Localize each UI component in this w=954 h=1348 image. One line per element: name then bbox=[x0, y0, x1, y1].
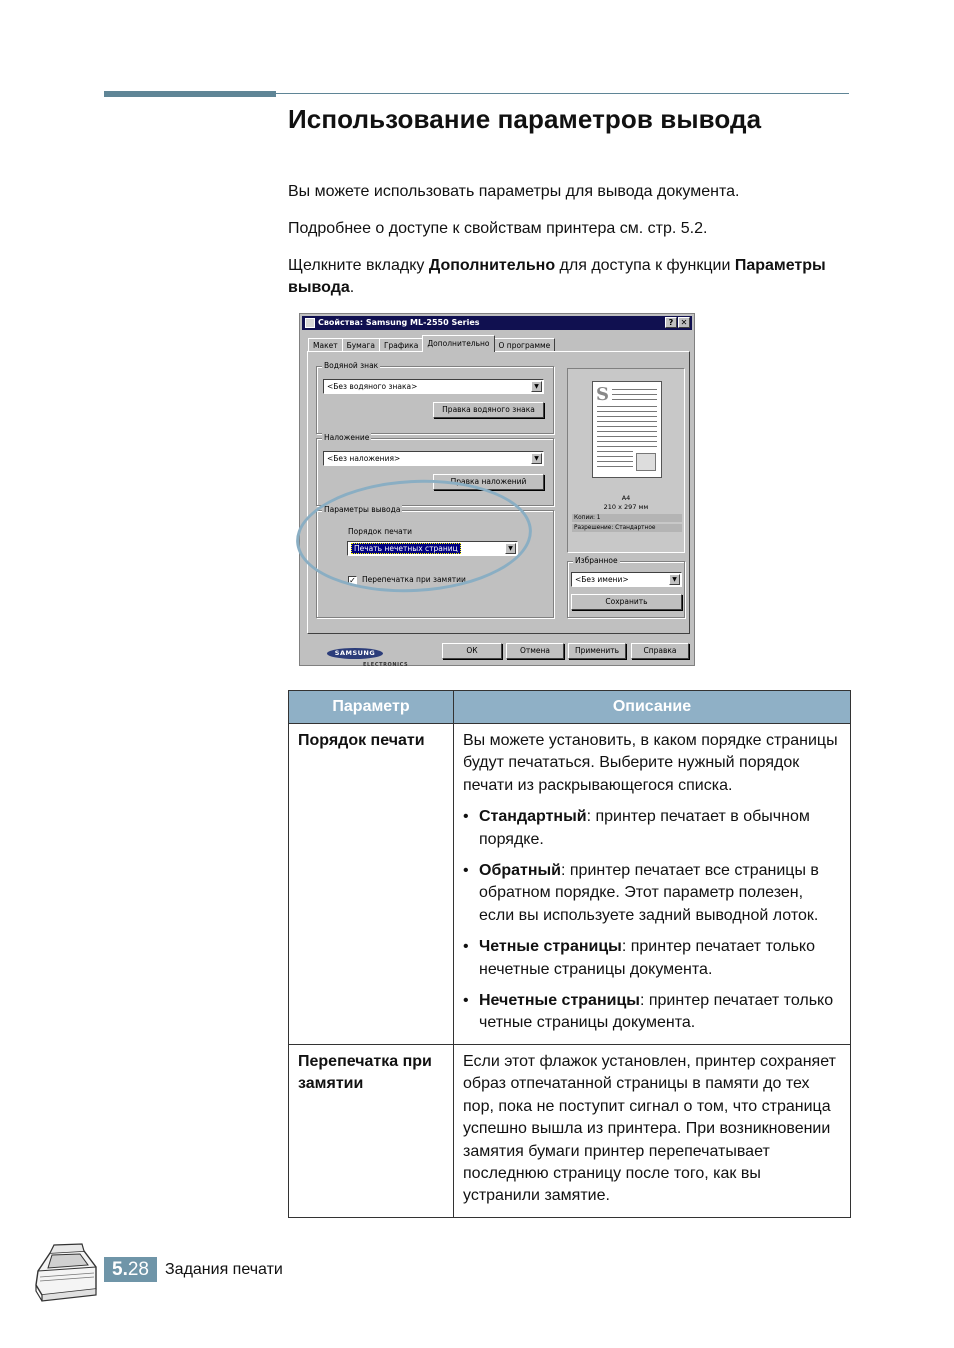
cancel-button[interactable]: Отмена bbox=[506, 643, 564, 659]
apply-button[interactable]: Применить bbox=[568, 643, 626, 659]
intro-text: . bbox=[349, 279, 355, 296]
preview-overlay-icon bbox=[636, 453, 656, 471]
bullet-text bbox=[479, 806, 841, 851]
favorites-select[interactable] bbox=[571, 572, 682, 587]
printer-app-icon bbox=[305, 318, 315, 328]
tab-layout[interactable]: Макет bbox=[308, 338, 343, 352]
reprint-jam-checkbox[interactable]: ✓ bbox=[349, 576, 356, 585]
page-preview bbox=[567, 368, 685, 553]
overlay-select[interactable] bbox=[323, 451, 544, 466]
bullet-item bbox=[463, 806, 841, 851]
intro-paragraph-3 bbox=[288, 255, 848, 299]
close-title-button[interactable]: ✕ bbox=[678, 317, 690, 328]
preview-line bbox=[597, 426, 657, 427]
bullet-text bbox=[479, 936, 841, 981]
bullet-body: : принтер печатает в обычном порядке. bbox=[479, 808, 810, 848]
watermark-group bbox=[316, 361, 554, 434]
bullet-text bbox=[479, 860, 841, 927]
intro-feature-name: Параметры вывода bbox=[288, 257, 826, 296]
parameter-name: Порядок печати bbox=[289, 724, 454, 1045]
output-options-group bbox=[316, 505, 554, 618]
print-order-select[interactable] bbox=[347, 541, 518, 556]
preview-line bbox=[612, 399, 657, 400]
print-order-label: Порядок печати bbox=[348, 527, 412, 536]
tab-paper[interactable]: Бумага bbox=[342, 338, 380, 352]
dialog-titlebar bbox=[302, 316, 692, 330]
header-rule-thick bbox=[104, 91, 276, 97]
preview-glyph: S bbox=[596, 384, 609, 405]
tab-about[interactable]: О программе bbox=[494, 338, 556, 352]
header-rule-thin bbox=[276, 93, 849, 94]
bullet-body: : принтер печатает все страницы в обратном порядке. Этот параметр полезен, если вы используете задний выводной лоток. bbox=[479, 862, 819, 924]
chevron-down-icon: ▼ bbox=[669, 574, 680, 585]
preview-line bbox=[612, 394, 657, 395]
bullet-icon: • bbox=[463, 938, 469, 956]
page-number-badge bbox=[104, 1257, 157, 1282]
favorites-select-value: <Без имени> bbox=[575, 575, 629, 584]
print-order-select-value: Печать нечетных страниц bbox=[351, 543, 461, 554]
bullet-term: Обратный bbox=[479, 862, 561, 880]
intro-tab-name: Дополнительно bbox=[428, 257, 556, 274]
preview-resolution: Разрешение: Стандартное bbox=[572, 524, 682, 532]
preview-line bbox=[597, 431, 657, 432]
ok-button[interactable]: ОК bbox=[442, 643, 502, 659]
preview-line bbox=[597, 461, 633, 462]
bullet-item bbox=[463, 936, 841, 981]
page-chapter-number: 5. bbox=[112, 1259, 128, 1280]
help-button[interactable]: Справка bbox=[631, 643, 689, 659]
bullet-text bbox=[479, 990, 841, 1035]
preview-line bbox=[597, 406, 657, 407]
description-text: Вы можете установить, в каком порядке страницы будут печататься. Выберите нужный порядок печати из раскрывающегося списка. bbox=[463, 732, 838, 794]
chevron-down-icon: ▼ bbox=[505, 543, 516, 554]
column-header-description: Описание bbox=[454, 691, 851, 724]
preview-line bbox=[597, 436, 657, 437]
bullet-item bbox=[463, 990, 841, 1035]
column-header-parameter: Параметр bbox=[289, 691, 454, 724]
bullet-icon: • bbox=[463, 862, 469, 880]
page-number: 28 bbox=[127, 1259, 149, 1280]
preview-paper-name: A4 bbox=[621, 494, 631, 502]
dialog-title: Свойства: Samsung ML-2550 Series bbox=[318, 318, 480, 327]
preview-line bbox=[597, 421, 657, 422]
bullet-term: Четные страницы bbox=[479, 938, 622, 956]
overlay-group bbox=[316, 433, 554, 506]
table-row bbox=[289, 724, 851, 1045]
edit-watermark-button[interactable]: Правка водяного знака bbox=[433, 402, 544, 418]
intro-text: Щелкните вкладку bbox=[288, 257, 429, 274]
preview-copies: Копии: 1 bbox=[572, 514, 682, 522]
preview-line bbox=[597, 446, 657, 447]
watermark-select-value: <Без водяного знака> bbox=[327, 382, 418, 391]
output-options-group-label: Параметры вывода bbox=[324, 505, 401, 514]
samsung-logo: SAMSUNG bbox=[327, 648, 383, 659]
parameter-description bbox=[454, 724, 851, 1045]
preview-paper-size: 210 x 297 мм bbox=[603, 503, 649, 511]
preview-line bbox=[597, 441, 657, 442]
printer-icon bbox=[32, 1241, 104, 1305]
tab-graphics[interactable]: Графика bbox=[379, 338, 423, 352]
chevron-down-icon: ▼ bbox=[531, 381, 542, 392]
parameter-description: Если этот флажок установлен, принтер сохраняет образ отпечатанной страницы в памяти до тех пор, пока не поступит сигнал о том, что страница успешно вышла из принтера. При возникновении замятия бумаги принтер перепечатывает последнюю страницу после того, как вы устранили замятие. bbox=[454, 1044, 851, 1217]
preview-line bbox=[597, 411, 657, 412]
edit-overlay-button[interactable]: Правка наложений bbox=[433, 474, 544, 490]
reprint-jam-label: Перепечатка при замятии bbox=[362, 575, 466, 584]
bullet-icon: • bbox=[463, 992, 469, 1010]
watermark-select[interactable] bbox=[323, 379, 544, 394]
bullet-item bbox=[463, 860, 841, 927]
preview-line bbox=[597, 416, 657, 417]
preview-line bbox=[597, 456, 633, 457]
preview-sheet bbox=[592, 381, 662, 478]
intro-paragraph-2: Подробнее о доступе к свойствам принтера см. стр. 5.2. bbox=[288, 220, 708, 237]
overlay-select-value: <Без наложения> bbox=[327, 454, 401, 463]
overlay-group-label: Наложение bbox=[324, 433, 370, 442]
favorites-group bbox=[567, 556, 685, 618]
tab-extras[interactable]: Дополнительно bbox=[422, 335, 494, 352]
bullet-body: : принтер печатает только четные страницы документа. bbox=[479, 992, 834, 1032]
bullet-term: Нечетные страницы bbox=[479, 992, 640, 1010]
parameter-name: Перепечатка при замятии bbox=[289, 1044, 454, 1217]
chapter-title: Задания печати bbox=[165, 1261, 283, 1278]
help-title-button[interactable]: ? bbox=[665, 317, 677, 328]
watermark-group-label: Водяной знак bbox=[324, 361, 379, 370]
intro-paragraph-1: Вы можете использовать параметры для вывода документа. bbox=[288, 183, 740, 200]
bullet-term: Стандартный bbox=[479, 808, 587, 826]
samsung-logo-subtitle: ELECTRONICS bbox=[363, 662, 409, 668]
preview-line bbox=[597, 466, 633, 467]
chevron-down-icon: ▼ bbox=[531, 453, 542, 464]
dialog-tabs bbox=[308, 336, 554, 352]
bullet-icon: • bbox=[463, 808, 469, 826]
printer-properties-dialog bbox=[299, 313, 695, 666]
bullet-body: : принтер печатает только нечетные страницы документа. bbox=[479, 938, 816, 978]
table-row bbox=[289, 1044, 851, 1217]
intro-text: для доступа к функции bbox=[555, 257, 735, 274]
preview-line bbox=[597, 451, 633, 452]
favorites-group-label: Избранное bbox=[575, 556, 618, 565]
parameters-table bbox=[288, 690, 851, 1218]
preview-line bbox=[612, 389, 657, 390]
table-header-row bbox=[289, 691, 851, 724]
save-favorite-button[interactable]: Сохранить bbox=[571, 594, 682, 610]
page-title: Использование параметров вывода bbox=[288, 104, 762, 134]
